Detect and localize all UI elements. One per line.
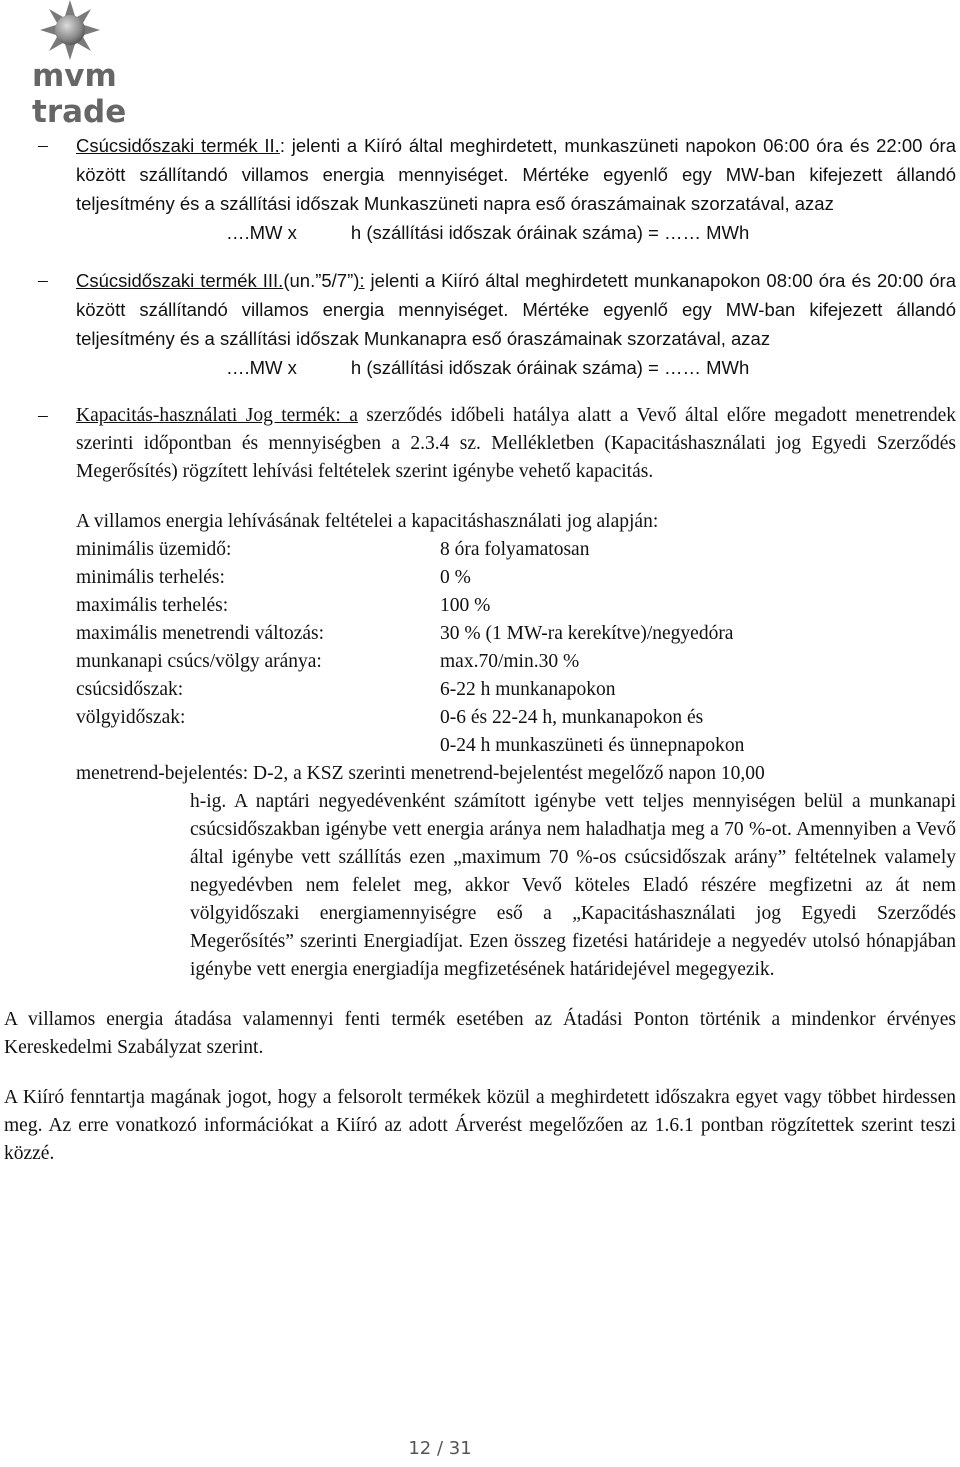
condition-row	[76, 648, 956, 676]
company-logo	[20, 0, 220, 130]
dash-marker: –	[38, 135, 48, 156]
paragraph-kiiro: A Kiíró fenntartja magának jogot, hogy a felsorolt termékek közül a meghirdetett időszakra egyet vagy többet hirdessen meg. Az erre vonatkozó információkat a Kiíró az adott Árverést megelőzően az 1.6.1 pontban rögzítettek szerint teszi közzé.	[4, 1087, 956, 1164]
condition-label: völgyidőszak:	[76, 707, 186, 728]
condition-label: maximális menetrendi változás:	[76, 623, 325, 644]
conditions-section	[0, 508, 960, 984]
conditions-list	[76, 536, 956, 760]
product-title: Kapacitás-használati Jog termék: a	[76, 405, 358, 426]
condition-label: maximális terhelés:	[76, 595, 229, 616]
product-description: szerződés időbeli hatálya alatt a Vevő által előre megadott menetrendek szerinti időpontban és mennyiségben a 2.3.4 sz. Mellékletben (Kapacitáshasználati jog Egyedi Szerződés Megerősítés) rögzített lehívási feltételek szerint igénybe vehető kapacitás.	[76, 405, 956, 482]
condition-row	[76, 732, 956, 760]
condition-value: max.70/min.30 %	[440, 651, 580, 672]
condition-value: 0 %	[440, 567, 471, 588]
condition-row	[76, 704, 956, 732]
condition-value: 0-24 h munkaszüneti és ünnepnapokon	[440, 735, 745, 756]
product-item-kapacitas	[0, 402, 960, 486]
formula-line: ….MW x h (szállítási időszak óráinak száma) = …… MWh	[226, 357, 750, 378]
condition-row	[76, 620, 956, 648]
dash-marker: –	[38, 270, 48, 291]
condition-value: 8 óra folyamatosan	[440, 539, 590, 560]
menetrend-head: menetrend-bejelentés: D-2, a KSZ szerinti menetrend-bejelentést megelőző napon 10,00	[76, 763, 765, 784]
product-item-csucs-ii	[0, 132, 960, 247]
condition-value: 0-6 és 22-24 h, munkanapokon és	[440, 707, 704, 728]
product-nickname: (un.”5/7”):	[283, 270, 365, 291]
product-title: Csúcsidőszaki termék II.	[76, 135, 280, 156]
condition-row	[76, 676, 956, 704]
page-number: 12 / 31	[408, 1438, 472, 1459]
condition-row	[76, 592, 956, 620]
condition-label: minimális terhelés:	[76, 567, 225, 588]
menetrend-block	[76, 760, 956, 984]
condition-label: csúcsidőszak:	[76, 679, 184, 700]
condition-value: 30 % (1 MW-ra kerekítve)/negyedóra	[440, 623, 734, 644]
document-body	[0, 132, 960, 1168]
condition-label	[76, 732, 440, 760]
condition-row	[76, 564, 956, 592]
condition-row	[76, 536, 956, 564]
condition-value: 100 %	[440, 595, 491, 616]
logo-text: mvm trade	[32, 58, 127, 130]
condition-label: minimális üzemidő:	[76, 539, 232, 560]
formula-line: ….MW x h (szállítási időszak óráinak száma) = …… MWh	[226, 222, 750, 243]
menetrend-body: h-ig. A naptári negyedévenként számított igénybe vett teljes mennyiségen belül a munkanapi csúcsidőszakban igénybe vett energia aránya nem haladhatja meg a 70 %-ot. Amennyiben a Vevő által igénybe vett szállítás ezen „maximum 70 %-os csúcsidőszak arány” feltételnek valamely negyedévben nem felelet meg, akkor Vevő köteles Eladó részére megfizetni az át nem völgyidőszaki energiamennyiségre eső a „Kapacitáshasználati jog Egyedi Szerződés Megerősítés” szerinti Energiadíjat. Ezen összeg fizetési határideje a negyedév utolsó hónapjában igénybe vett energia energiadíja megfizetésének határidejével megegyezik.	[190, 791, 956, 980]
dash-marker: –	[38, 405, 48, 426]
condition-label: munkanapi csúcs/völgy aránya:	[76, 651, 322, 672]
product-title: Csúcsidőszaki termék III.	[76, 270, 284, 291]
conditions-heading: A villamos energia lehívásának feltételei a kapacitáshasználati jog alapján:	[76, 511, 659, 532]
paragraph-atadas: A villamos energia átadása valamennyi fenti termék esetében az Átadási Ponton történik a mindenkor érvényes Kereskedelmi Szabályzat szerint.	[4, 1009, 956, 1058]
product-description: : jelenti a Kiíró által meghirdetett, munkaszüneti napokon 06:00 óra és 22:00 óra között szállítandó villamos energia mennyiséget. Mértéke egyenlő egy MW-ban kifejezett állandó teljesítmény és a szállítási időszak Munkaszüneti napra eső óraszámainak szorzatával, azaz	[76, 135, 956, 214]
product-item-csucs-iii	[0, 267, 960, 382]
product-description: jelenti a Kiíró által meghirdetett munkanapokon 08:00 óra és 20:00 óra között szállítandó villamos energia mennyiséget. Mértéke egyenlő egy MW-ban kifejezett állandó teljesítmény és a szállítási időszak Munkanapra eső óraszámainak szorzatával, azaz	[76, 270, 957, 349]
condition-value: 6-22 h munkanapokon	[440, 679, 616, 700]
